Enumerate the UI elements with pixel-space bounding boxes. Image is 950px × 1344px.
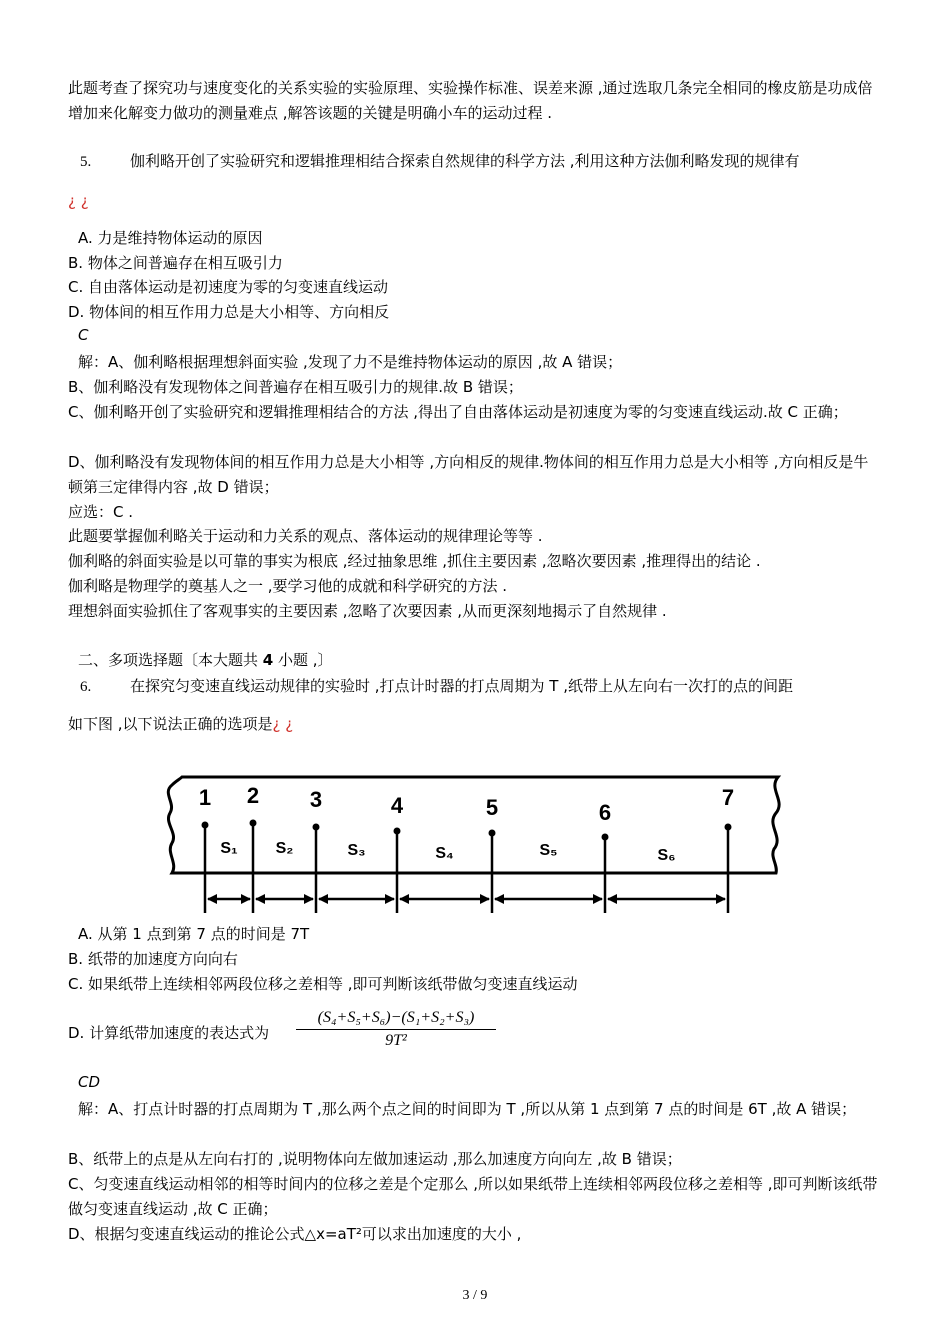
tape-segment-label: S₅ — [539, 842, 558, 859]
q6-option-b: B. 纸带的加速度方向向右 — [68, 950, 238, 968]
q5-option-c: C. 自由落体运动是初速度为零的匀变速直线运动 — [68, 278, 389, 296]
q6-answer: CD — [78, 1073, 101, 1091]
q5-solution-line: B、伽利略没有发现物体之间普遍存在相互吸引力的规律.故 B 错误； — [68, 378, 523, 396]
q5-solution-line: 解：A、伽利略根据理想斜面实验 ,发现了力不是维持物体运动的原因 ,故 A 错误； — [78, 353, 623, 371]
tape-segment-label: S₁ — [220, 840, 238, 857]
q6-option-a: A. 从第 1 点到第 7 点的时间是 7T — [78, 925, 310, 943]
question-5-number: 5. — [80, 154, 92, 170]
tape-point-label: 5 — [485, 795, 499, 820]
q5-option-b: B. 物体之间普遍存在相互吸引力 — [68, 254, 283, 272]
q5-answer: C — [78, 326, 89, 344]
q5-solution-line: D、伽利略没有发现物体间的相互作用力总是大小相等 ,方向相反的规律.物体间的相互作用力总是大小相等 ,方向相反是牛顿第三定律得内容 ,故 D 错误； — [68, 453, 869, 496]
tape-point-label: 6 — [598, 800, 612, 825]
q5-solution-line: 理想斜面实验抓住了客观事实的主要因素 ,忽略了次要因素 ,从而更深刻地揭示了自然规律 . — [68, 602, 667, 620]
question-6-number: 6. — [80, 679, 92, 695]
tape-segment-label: S₆ — [657, 847, 676, 864]
formula-denominator: 9T² — [385, 1032, 407, 1049]
question-5-paren: ¿ ¿ — [68, 192, 89, 210]
q5-solution-line: C、伽利略开创了实验研究和逻辑推理相结合的方法 ,得出了自由落体运动是初速度为零的匀变速直线运动.故 C 正确； — [68, 403, 848, 421]
question-6-stem-line2 — [68, 712, 293, 737]
q6-option-c: C. 如果纸带上连续相邻两段位移之差相等 ,即可判断该纸带做匀变速直线运动 — [68, 975, 578, 993]
q5-option-d: D. 物体间的相互作用力总是大小相等、方向相反 — [68, 303, 390, 321]
tape-point-label: 1 — [198, 785, 212, 810]
q5-solution-line: 应选：C . — [68, 503, 134, 521]
q5-solution-line: 此题要掌握伽利略关于运动和力关系的观点、落体运动的规律理论等等 . — [68, 527, 543, 545]
question-6-paren: ¿ ¿ — [272, 715, 294, 733]
tape-segment-label: S₂ — [275, 840, 294, 857]
tape-point-label: 7 — [721, 785, 735, 810]
tape-segment-label: S₄ — [435, 845, 454, 862]
tape-point-label: 2 — [246, 783, 260, 808]
section-heading-prefix: 二、多项选择题〔本大题共 — [78, 651, 259, 669]
question-5-stem: 伽利略开创了实验研究和逻辑推理相结合探索自然规律的科学方法 ,利用这种方法伽利略发现的规律有 — [130, 152, 800, 170]
tape-segment-label: S₃ — [347, 842, 366, 859]
q6-option-d: D. 计算纸带加速度的表达式为 — [68, 1024, 270, 1042]
q6-solution-line: 解：A、打点计时器的打点周期为 T ,那么两个点之间的时间即为 T ,所以从第 1 点到第 7 点的时间是 6T ,故 A 错误； — [78, 1100, 857, 1118]
section-heading — [78, 648, 333, 673]
tape-outline — [168, 777, 779, 873]
tape-point-label: 4 — [390, 793, 404, 818]
q6-solution-line: C、匀变速直线运动相邻的相等时间内的位移之差是个定那么 ,所以如果纸带上连续相邻两段位移之差相等 ,即可判断该纸带做匀变速直线运动 ,故 C 正确； — [68, 1175, 878, 1218]
formula-numerator: (S₄+S₅+S₆)−(S₁+S₂+S₃) — [296, 1009, 496, 1030]
q5-solution-line: 伽利略的斜面实验是以可靠的事实为根底 ,经过抽象思维 ,抓住主要因素 ,忽略次要因素 ,推理得出的结论 . — [68, 552, 761, 570]
section-heading-count: 4 — [262, 651, 274, 669]
question-6-stem-text: 如下图 ,以下说法正确的选项是 — [68, 715, 273, 733]
q5-solution-line: 伽利略是物理学的奠基人之一 ,要学习他的成就和科学研究的方法 . — [68, 577, 508, 595]
section-heading-suffix: 小题 ,〕 — [278, 651, 333, 669]
intro-paragraph: 此题考查了探究功与速度变化的关系实验的实验原理、实验操作标准、误差来源 ,通过选取几条完全相同的橡皮筋是功成倍增加来化解变力做功的测量难点 ,解答该题的关键是明确小车的运动过程 . — [68, 79, 873, 122]
q5-option-a: A. 力是维持物体运动的原因 — [78, 229, 263, 247]
paper-tape-figure — [150, 765, 800, 925]
q6-solution-line: B、纸带上的点是从左向右打的 ,说明物体向左做加速运动 ,那么加速度方向向左 ,故 B 错误； — [68, 1150, 682, 1168]
q6-solution-line: D、根据匀变速直线运动的推论公式△x=aT²可以求出加速度的大小 , — [68, 1225, 522, 1243]
acceleration-formula — [296, 1009, 496, 1050]
tape-point-label: 3 — [309, 787, 323, 812]
question-6-stem: 在探究匀变速直线运动规律的实验时 ,打点计时器的打点周期为 T ,纸带上从左向右一次打的点的间距 — [130, 677, 794, 695]
page-number: 3 / 9 — [462, 1288, 488, 1303]
